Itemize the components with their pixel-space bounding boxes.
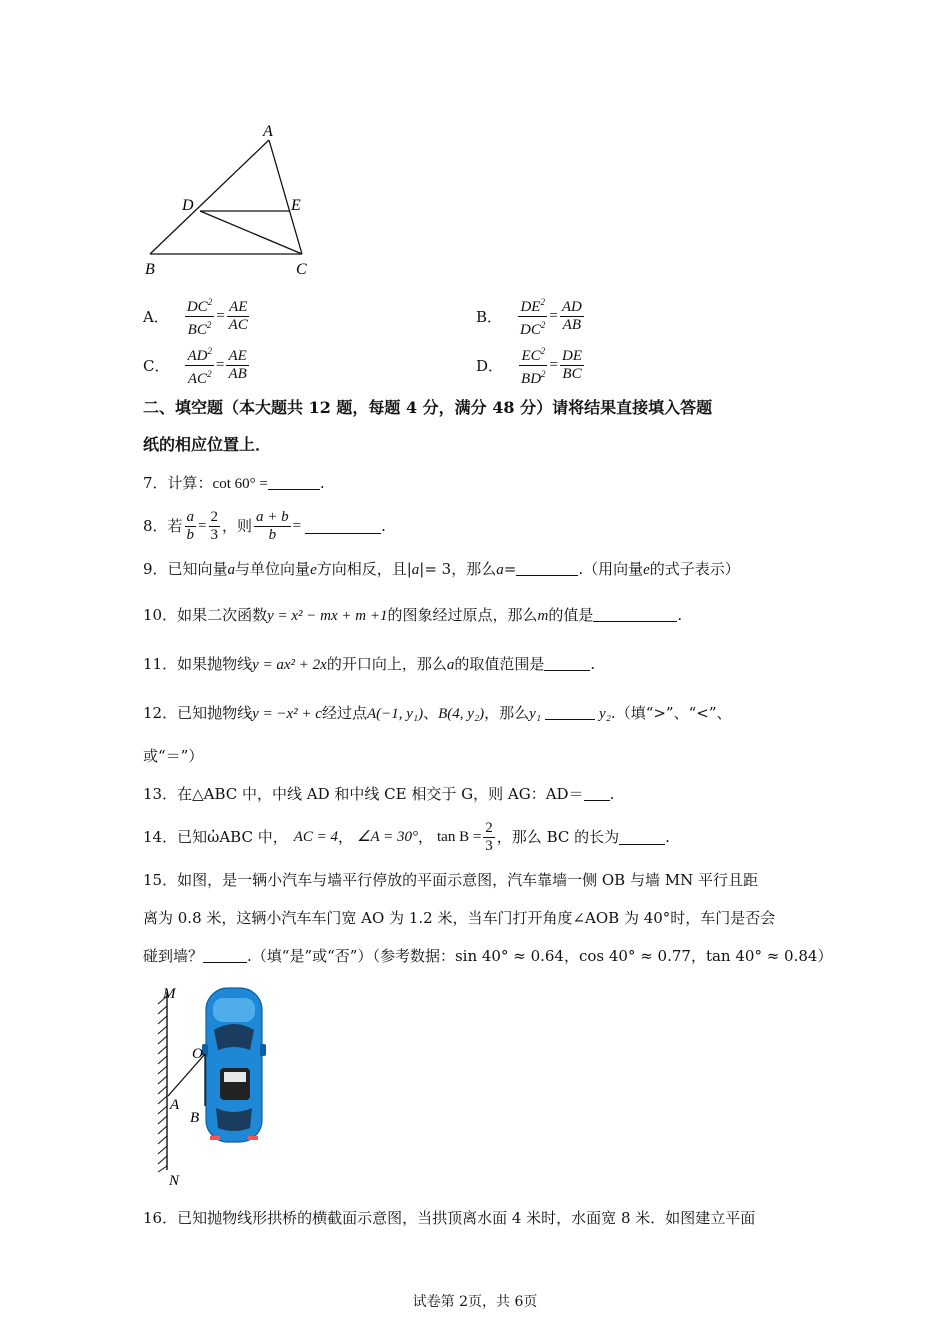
question-14: 14．已知ὠABC 中， AC = 4 ， ∠A = 30° ， tan B = $\frac{2}{3}$ ，那么 BC 的长为 . bbox=[143, 819, 670, 854]
question-15-line3: 碰到墙？ .（填“是”或“否”）（参考数据：sin 40° ≈ 0.64，cos 40° ≈ 0.77，tan 40° ≈ 0.84） bbox=[143, 947, 833, 965]
option-a-lhs: $\frac{DC^2}{BC^2}$ bbox=[185, 294, 214, 339]
car-figure bbox=[150, 982, 280, 1187]
option-a-rhs: $\frac{AE}{AC}$ bbox=[228, 299, 248, 333]
question-12-line2: 或“＝”） bbox=[143, 747, 204, 765]
option-b[interactable]: B． $\frac{DE^2}{DC^2}$ = $\frac{AD}{AB}$ bbox=[476, 294, 586, 339]
question-16: 16．已知抛物线形拱桥的横截面示意图，当拱顶离水面 4 米时，水面宽 8 米．如图建立平面 bbox=[143, 1209, 756, 1227]
label-b: B bbox=[145, 261, 155, 278]
question-8: 8．若 $\frac{a}{b}$ = $\frac{2}{3}$ ，则 $\frac{a + b}{b}$ = . bbox=[143, 508, 386, 543]
label-e: E bbox=[291, 197, 301, 214]
answer-blank-11[interactable] bbox=[544, 656, 590, 671]
question-9: 9．已知向量a与单位向量e方向相反，且|a|= 3，那么a= .（用向量e的式子表示） bbox=[143, 560, 740, 578]
option-d-rhs: $\frac{DE}{BC}$ bbox=[562, 348, 582, 382]
label-n: N bbox=[169, 1173, 180, 1187]
option-b-rhs: $\frac{AD}{AB}$ bbox=[561, 299, 582, 333]
option-a-label: A． bbox=[143, 308, 169, 326]
option-d-label: D． bbox=[476, 357, 504, 375]
wall-hatching bbox=[158, 996, 167, 1172]
option-d[interactable]: D． $\frac{EC^2}{BD^2}$ = $\frac{DE}{BC}$ bbox=[476, 343, 586, 388]
option-c-rhs: $\frac{AE}{AB}$ bbox=[228, 348, 247, 382]
question-12: 12．已知抛物线y = −x² + c经过点A(−1, y₁)、B(4, y₂)，那么y₁ y₂.（填“>”、“<”、 bbox=[143, 704, 732, 722]
answer-blank-8[interactable] bbox=[305, 519, 381, 534]
answer-blank-9[interactable] bbox=[516, 561, 578, 576]
answer-blank-13[interactable] bbox=[584, 786, 610, 801]
triangle-figure bbox=[140, 118, 320, 283]
section-heading-line2: 纸的相应位置上． bbox=[143, 435, 272, 454]
label-c: C bbox=[296, 261, 307, 278]
answer-blank-10[interactable] bbox=[593, 607, 677, 622]
question-10: 10．如果二次函数y = x² − mx + m +1的图象经过原点，那么m的值是 . bbox=[143, 606, 683, 624]
option-c[interactable]: C． $\frac{AD^2}{AC^2}$ = $\frac{AE}{AB}$ bbox=[143, 343, 251, 388]
option-d-lhs: $\frac{EC^2}{BD^2}$ bbox=[519, 343, 548, 388]
label-d: D bbox=[182, 197, 194, 214]
option-c-lhs: $\frac{AD^2}{AC^2}$ bbox=[185, 343, 214, 388]
label-o: O bbox=[192, 1046, 203, 1062]
question-7: 7．计算：cot 60° = . bbox=[143, 474, 325, 492]
question-13: 13．在△ABC 中，中线 AD 和中线 CE 相交于 G，则 AG：AD＝ . bbox=[143, 785, 615, 803]
answer-blank-14[interactable] bbox=[619, 830, 665, 845]
section-heading-line1: 二、填空题（本大题共 12 题，每题 4 分，满分 48 分）请将结果直接填入答题 bbox=[143, 398, 713, 417]
label-m: M bbox=[163, 986, 176, 1002]
segment-dc bbox=[200, 211, 302, 254]
label-b2: B bbox=[190, 1110, 200, 1126]
car-icon bbox=[202, 988, 266, 1142]
page-footer: 试卷第 2页，共 6页 bbox=[412, 1294, 538, 1310]
question-15-line2: 离为 0.8 米，这辆小汽车车门宽 AO 为 1.2 米，当车门打开角度∠AOB 为 40°时，车门是否会 bbox=[143, 909, 776, 927]
question-11: 11．如果抛物线y = ax² + 2x的开口向上，那么a的取值范围是 . bbox=[143, 655, 596, 673]
option-b-label: B． bbox=[476, 308, 503, 326]
label-a2: A bbox=[170, 1097, 180, 1113]
answer-blank-15[interactable] bbox=[203, 948, 247, 963]
question-15-line1: 15．如图，是一辆小汽车与墙平行停放的平面示意图，汽车靠墙一侧 OB 与墙 MN 平行且距 bbox=[143, 871, 758, 889]
option-b-lhs: $\frac{DE^2}{DC^2}$ bbox=[518, 294, 547, 339]
option-c-label: C． bbox=[143, 357, 170, 375]
option-a[interactable]: A． $\frac{DC^2}{BC^2}$ = $\frac{AE}{AC}$ bbox=[143, 294, 252, 339]
answer-blank-7[interactable] bbox=[268, 475, 320, 490]
side-ab bbox=[150, 140, 269, 254]
answer-blank-12[interactable] bbox=[545, 705, 595, 720]
label-a: A bbox=[263, 123, 273, 140]
